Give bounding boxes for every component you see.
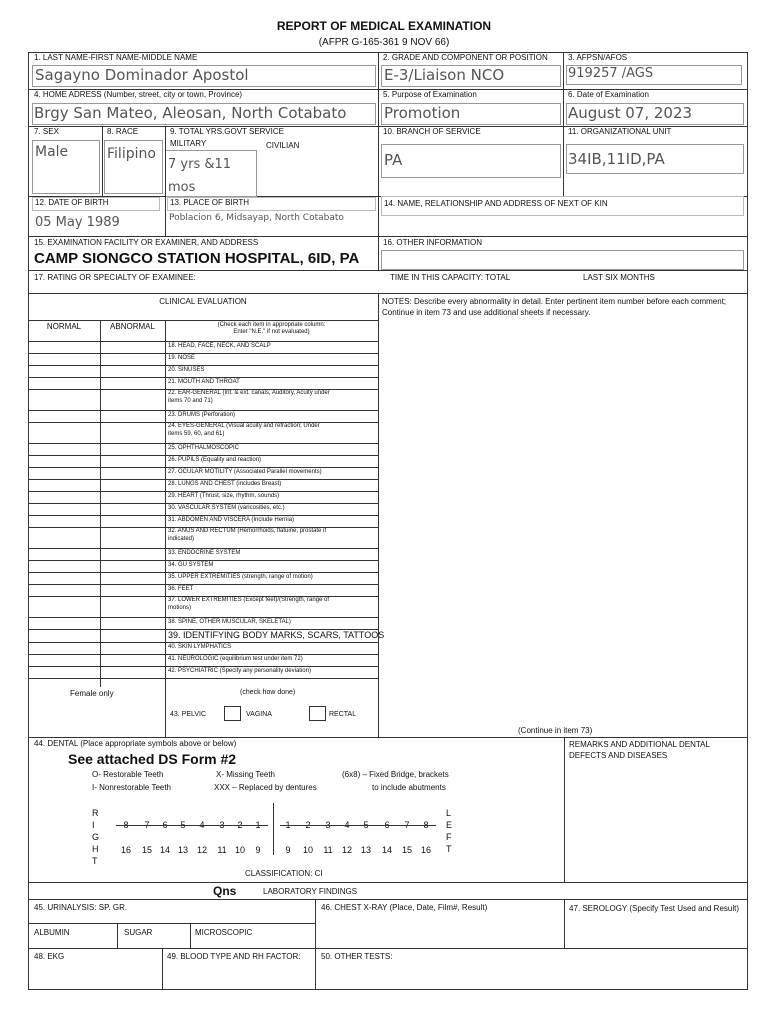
normal-check-cell[interactable] [29,561,99,572]
abnormal-check-cell[interactable] [101,643,164,654]
checklist-item-label: 24. EYES-GENERAL (Visual acuity and refraction; Under [168,423,320,429]
checklist-item-label: 27. OCULAR MOTILITY (Associated Parallel movements) [168,469,322,475]
dob-value: 05 May 1989 [35,215,120,230]
upper-tooth-number: 4 [199,820,205,830]
checklist-item-label: 32. ANUS AND RECTUM (Hemorrhoids, flatuine, prostate if [168,528,327,534]
sugar-label: SUGAR [124,928,153,937]
abnormal-check-cell[interactable] [101,630,164,642]
military-value-2: mos [168,180,196,195]
abnormal-check-cell[interactable] [101,444,164,455]
normal-check-cell[interactable] [29,444,99,455]
clinical-notes: NOTES: Describe every abnormality in detail. Enter pertinent item number before each comment; Continue in item 73 and use additional sheets if necessary. [382,297,727,317]
legend-nonrestorable: I- Nonrestorable Teeth [92,783,172,792]
lower-tooth-number: 9 [255,845,261,855]
lower-tooth-number: 13 [177,845,188,855]
normal-check-cell[interactable] [29,528,99,548]
serology-label: 47. SEROLOGY (Specify Test Used and Result) [569,904,740,913]
branch-label: 10. BRANCH OF SERVICE [383,127,481,136]
continue-item-73: (Continue in item 73) [518,726,593,735]
normal-check-cell[interactable] [29,468,99,479]
checklist-item-label-cont: items 59, 60, and 61) [168,431,225,437]
other-info-label: 16. OTHER INFORMATION [383,238,482,247]
abnormal-check-cell[interactable] [101,549,164,560]
female-only-label: Female only [70,689,114,698]
upper-tooth-number: 3 [219,820,225,830]
race-label: 8. RACE [107,127,139,136]
lower-tooth-number: 10 [302,845,313,855]
vaginal-checkbox[interactable] [224,706,241,721]
name-label: 1. LAST NAME-FIRST NAME-MIDDLE NAME [34,53,198,62]
civilian-label: CIVILIAN [266,141,300,150]
checklist-item-label: 38. SPINE, OTHER MUSCULAR, SKELETAL) [168,619,291,625]
military-label: MILITARY [170,139,207,148]
name-value: Sagayno Dominador Apostol [35,66,249,84]
upper-tooth-number: 7 [144,820,150,830]
address-label: 4. HOME ADRESS (Number, street, city or town, Province) [34,90,243,99]
abnormal-check-cell[interactable] [101,342,164,353]
rating-label: 17. RATING OR SPECIALTY OF EXAMINEE: [34,273,196,282]
abnormal-check-cell[interactable] [101,456,164,467]
lower-tooth-number: 12 [341,845,352,855]
checklist-item-label-cont: indicated) [168,536,195,542]
upper-tooth-number: 6 [384,820,390,830]
normal-column-header: NORMAL [46,322,82,331]
normal-check-cell[interactable] [29,630,99,642]
dental-midline [273,803,274,855]
checklist-item-label: 18. HEAD, FACE, NECK, AND SCALP [168,343,271,349]
checklist-item-label: 34. GU SYSTEM [168,562,214,568]
abnormal-check-cell[interactable] [101,354,164,365]
checklist-item-label-cont: items 70 and 71) [168,398,213,404]
other-tests-label: 50. OTHER TESTS: [321,952,393,961]
checklist-item-label: 23. DRUMS (Perforation) [168,412,236,418]
other-info-field[interactable] [381,250,744,270]
lower-tooth-number: 16 [420,845,431,855]
lower-tooth-number: 14 [381,845,392,855]
facility-value: CAMP SIONGCO STATION HOSPITAL, 6ID, PA [34,250,360,267]
upper-tooth-number: 1 [255,820,261,830]
lower-tooth-number: 10 [234,845,245,855]
dental-label: 44. DENTAL (Place appropriate symbols above or below) [34,739,237,748]
address-value: Brgy San Mateo, Aleosan, North Cotabato [34,104,347,122]
upper-strike-line-left [280,825,436,826]
checklist-item-label: 28. LUNGS AND CHEST (includes Breast) [168,481,282,487]
dental-attached-note: See attached DS Form #2 [68,751,237,767]
normal-check-cell[interactable] [29,655,99,666]
abnormal-check-cell[interactable] [101,573,164,584]
abnormal-check-cell[interactable] [101,667,164,678]
checklist-row-divider [28,678,378,679]
purpose-value: Promotion [384,104,461,122]
urinalysis-label: 45. URINALYSIS: SP. GR. [34,903,128,912]
upper-tooth-number: 4 [344,820,350,830]
lower-tooth-number: 13 [360,845,371,855]
normal-check-cell[interactable] [29,492,99,503]
normal-check-cell[interactable] [29,585,99,596]
normal-check-cell[interactable] [29,549,99,560]
normal-check-cell[interactable] [29,342,99,353]
abnormal-check-cell[interactable] [101,378,164,389]
sex-value: Male [35,144,69,160]
dental-classification: CLASSIFICATION: CI [245,869,323,878]
blood-type-label: 49. BLOOD TYPE AND RH FACTOR: [167,952,301,961]
microscopic-label: MICROSCOPIC [195,928,253,937]
abnormal-check-cell[interactable] [101,585,164,596]
normal-check-cell[interactable] [29,504,99,515]
right-side-letter: I [92,820,95,830]
vaginal-label: VAGINA [246,711,272,718]
dental-remarks-label: REMARKS AND ADDITIONAL DENTAL DEFECTS AND DISEASES [569,740,710,760]
lower-tooth-number: 11 [217,845,227,855]
lower-tooth-number: 14 [159,845,170,855]
laboratory-findings-header: LABORATORY FINDINGS [263,887,358,896]
branch-field[interactable] [381,144,561,178]
purpose-label: 5. Purpose of Examination [383,90,477,99]
org-unit-label: 11. ORGANIZATIONAL UNIT [568,127,672,136]
next-of-kin-label: 14. NAME, RELATIONSHIP AND ADDRESS OF NEXT OF KIN [384,199,608,208]
upper-tooth-number: 2 [237,820,243,830]
checklist-item-label: 36. FEET [168,586,194,592]
legend-missing: X- Missing Teeth [216,770,275,779]
ekg-label: 48. EKG [34,952,65,961]
checklist-item-label: 39. IDENTIFYING BODY MARKS, SCARS, TATTOOS [168,630,385,640]
grade-value: E-3/Liaison NCO [384,66,505,84]
checklist-item-label: 21. MOUTH AND THROAT [168,379,240,385]
lower-tooth-number: 9 [285,845,291,855]
abnormal-check-cell[interactable] [101,504,164,515]
right-side-letter: G [92,832,100,842]
race-value: Filipino [107,146,156,162]
rectal-checkbox[interactable] [309,706,326,721]
rectal-label: RECTAL [329,711,357,718]
checklist-item-label: 42. PSYCHIATRIC (Specify any personality deviation) [168,668,311,674]
afpsn-label: 3. AFPSN/AFOS [568,53,628,62]
upper-tooth-number: 2 [305,820,311,830]
abnormal-check-cell[interactable] [101,618,164,629]
abnormal-check-cell[interactable] [101,390,164,410]
checklist-item-label: 22. EAR-GENERAL (Int. & ext. canals, Auditory, Acuity under [168,390,330,396]
lower-tooth-number: 15 [401,845,412,855]
left-side-letter: F [446,832,452,842]
lower-tooth-number: 15 [141,845,152,855]
sex-label: 7. SEX [34,127,59,136]
checklist-item-label: 35. UPPER EXTREMITIES (strength, range of motion) [168,574,313,580]
upper-tooth-number: 5 [363,820,369,830]
abnormal-check-cell[interactable] [101,411,164,422]
check-how-done: (check how done) [240,689,296,696]
facility-label: 15. EXAMINATION FACILITY OR EXAMINER, AND ADDRESS [34,238,259,247]
pelvic-label: 43. PELVIC [170,711,207,718]
afpsn-value: 919257 /AGS [568,66,654,81]
lower-tooth-number: 16 [120,845,131,855]
normal-check-cell[interactable] [29,667,99,678]
normal-check-cell[interactable] [29,643,99,654]
checklist-item-label: 20. SINUSES [168,367,205,373]
instruction-line-2: Enter "N.E." if not evaluated) [233,329,310,335]
time-capacity-label: TIME IN THIS CAPACITY: TOTAL [390,273,511,282]
exam-date-label: 6. Date of Examination [568,90,649,99]
left-side-letter: T [446,844,452,854]
clinical-evaluation-header: CLINICAL EVALUATION [159,297,247,306]
abnormal-column-header: ABNORMAL [110,322,155,331]
normal-check-cell[interactable] [29,423,99,443]
normal-check-cell[interactable] [29,516,99,527]
normal-check-cell[interactable] [29,573,99,584]
abnormal-check-cell[interactable] [101,468,164,479]
exam-date-value: August 07, 2023 [568,104,693,122]
legend-restorable: O- Restorable Teeth [92,770,164,779]
checklist-item-label: 26. PUPILS (Equality and reaction) [168,457,262,463]
branch-value: PA [384,151,403,169]
normal-check-cell[interactable] [29,480,99,491]
left-side-letter: E [446,820,453,830]
albumin-label: ALBUMIN [34,928,70,937]
upper-tooth-number: 8 [123,820,129,830]
normal-check-cell[interactable] [29,390,99,410]
upper-tooth-number: 7 [404,820,410,830]
normal-check-cell[interactable] [29,378,99,389]
checklist-item-label: 40. SKIN LYMPHATICS [168,644,232,650]
chest-xray-label: 46. CHEST X-RAY (Place, Date, Film#, Result) [321,903,488,912]
abnormal-check-cell[interactable] [101,492,164,503]
checklist-item-label: 25. OPHTHALMOSCOPIC [168,445,240,451]
military-value-1: 7 yrs &11 [168,157,232,172]
abnormal-check-cell[interactable] [101,561,164,572]
lower-tooth-number: 11 [323,845,333,855]
abnormal-check-cell[interactable] [101,655,164,666]
legend-abutments: to include abutments [372,783,446,792]
upper-tooth-number: 1 [285,820,291,830]
form-code: (AFPR G-165-361 9 NOV 66) [318,37,450,48]
upper-tooth-number: 5 [180,820,186,830]
right-side-letter: R [92,808,99,818]
left-side-letter: L [446,808,452,818]
last-six-months-label: LAST SIX MONTHS [583,273,655,282]
lower-tooth-number: 12 [196,845,207,855]
service-label: 9. TOTAL YRS.GOVT SERVICE [170,127,284,136]
abnormal-check-cell[interactable] [101,597,164,617]
checklist-item-label: 19. NOSE [168,355,196,361]
abnormal-check-cell[interactable] [101,516,164,527]
legend-dentures: XXX – Replaced by dentures [214,783,317,792]
grade-label: 2. GRADE AND COMPONENT OR POSITION [383,53,548,62]
checklist-item-label: 31. ABDOMEN AND VISCERA (Include Hernia) [168,517,295,523]
normal-check-cell[interactable] [29,618,99,629]
right-side-letter: H [92,844,99,854]
checklist-item-label: 33. ENDOCRINE SYSTEM [168,550,241,556]
upper-tooth-number: 8 [423,820,429,830]
pob-value: Poblacion 6, Midsayap, North Cotabato [169,213,344,223]
normal-check-cell[interactable] [29,456,99,467]
legend-bridge: (6x8) – Fixed Bridge, brackets [342,770,449,779]
checklist-item-label: 30. VASCULAR SYSTEM (varicosities, etc.) [168,505,285,511]
instruction-line-1: (Check each item in appropriate column: [217,322,326,328]
abnormal-check-cell[interactable] [101,423,164,443]
normal-check-cell[interactable] [29,366,99,377]
right-side-letter: T [92,856,98,866]
upper-tooth-number: 6 [162,820,168,830]
form-title: REPORT OF MEDICAL EXAMINATION [276,19,492,33]
pob-label: 13. PLACE OF BIRTH [170,198,249,207]
checklist-item-label: 37. LOWER EXTREMITIES (Except feet)/(Strength, range of [168,597,330,603]
normal-check-cell[interactable] [29,354,99,365]
checklist-item-label: 41. NEUROLOGIC (equilibrium test under item 72) [168,656,303,662]
qns-label: Qns [213,884,237,898]
checklist-item-label: 29. HEART (Thrust, size, rhythm, sounds) [168,493,280,499]
upper-strike-line-right [116,825,268,826]
abnormal-check-cell[interactable] [101,480,164,491]
abnormal-check-cell[interactable] [101,528,164,548]
normal-check-cell[interactable] [29,411,99,422]
abnormal-check-cell[interactable] [101,366,164,377]
upper-tooth-number: 3 [325,820,331,830]
checklist-item-label-cont: motions) [168,605,192,611]
normal-check-cell[interactable] [29,597,99,617]
org-unit-value: 34IB,11ID,PA [568,150,665,168]
dob-label: 12. DATE OF BIRTH [35,198,109,207]
